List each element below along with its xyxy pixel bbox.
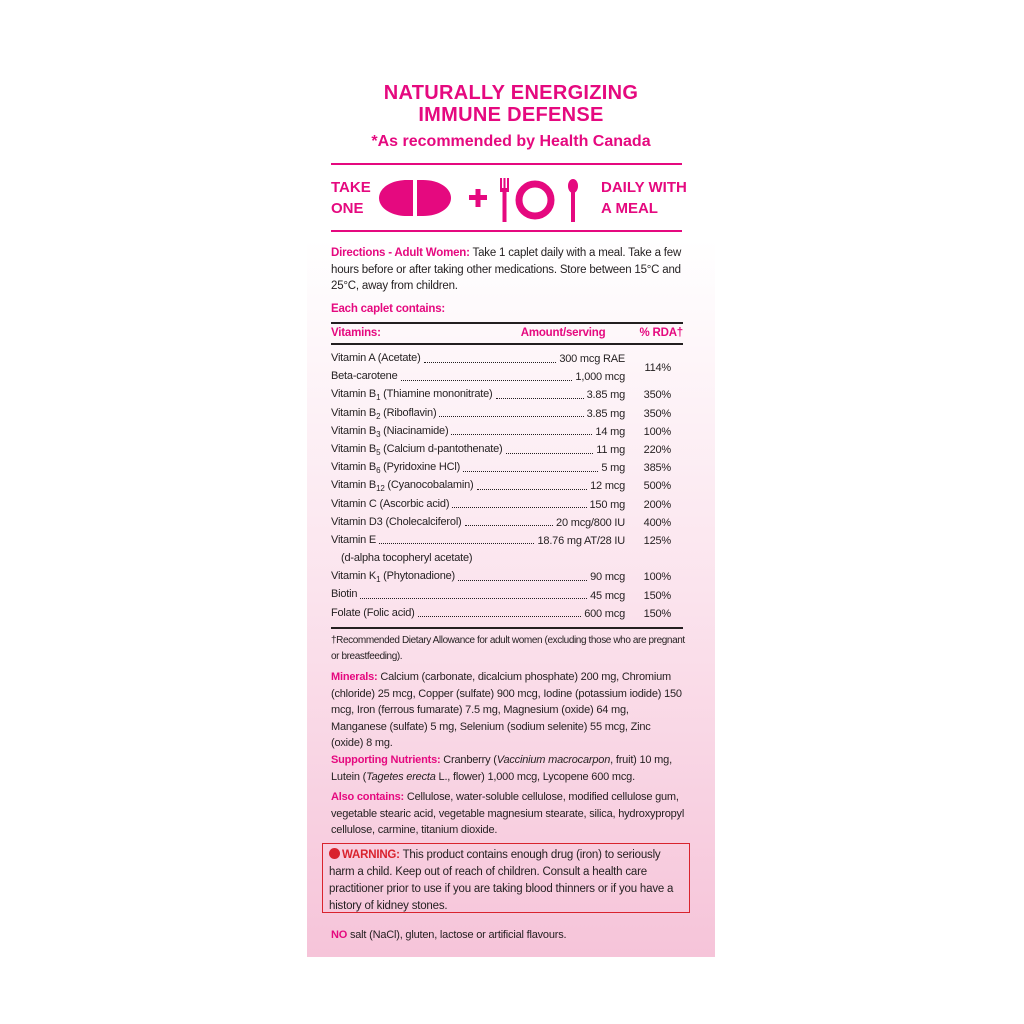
amount: 150 mg: [589, 498, 625, 511]
warning-dot-icon: [329, 848, 340, 859]
amount: 18.76 mg AT/28 IU: [537, 534, 625, 547]
amount: 600 mcg: [584, 607, 625, 620]
dot-leader: [506, 453, 594, 454]
table-row: [331, 586, 683, 604]
nutrient-name: Vitamin E: [331, 533, 377, 546]
table-row: [331, 459, 683, 477]
rda-percent: 200%: [643, 498, 671, 511]
rda-percent: 114%: [644, 362, 671, 375]
nutrient-name: Biotin: [331, 588, 358, 601]
dot-leader: [451, 434, 592, 435]
rda-percent: 400%: [643, 516, 671, 529]
dot-leader: [465, 525, 554, 526]
dot-leader: [439, 416, 583, 417]
amount: 300 mcg RAE: [559, 353, 625, 366]
rda-percent: 350%: [643, 389, 671, 402]
table-row: [331, 362, 683, 386]
label-title: NATURALLY ENERGIZING IMMUNE DEFENSE: [383, 82, 639, 126]
directions: Directions - Adult Women: Take 1 caplet daily with a meal. Take a few hours before or after taking other medications. Store between 15°C and 25°C, away from children.: [331, 247, 682, 292]
rda-percent: 350%: [643, 407, 671, 420]
nutrient-name: Vitamin $B_1$ (Thiamine mononitrate): [331, 388, 493, 403]
nutrient-name: Beta-carotene: [331, 370, 398, 383]
caplet-icon: [379, 180, 451, 216]
rda-percent: 220%: [643, 444, 671, 457]
vitamins-table: [331, 322, 683, 629]
amount: 12 mcg: [590, 480, 625, 493]
warning-box: WARNING: This product contains enough drug (iron) to seriously harm a child. Keep out of reach of children. Consult a health care practitioner prior to use if you are taking blood thinners or if you have a history of kidney stones.: [322, 843, 690, 913]
rda-percent: 100%: [643, 425, 671, 438]
spoon-icon: [568, 179, 578, 222]
nutrient-name: Folate (Folic acid): [331, 606, 415, 619]
nutrient-name: Vitamin $B_5$ (Calcium d-pantothenate): [331, 442, 503, 458]
dot-leader: [360, 598, 587, 599]
nutrient-name: Vitamin D3 (Cholecalciferol): [331, 515, 462, 528]
table-row: [331, 496, 683, 514]
plus-icon: [469, 189, 487, 207]
nutrient-name: Vitamin $B_{12}$ (Cyanocobalamin): [331, 479, 474, 494]
rda-percent: 150%: [643, 589, 671, 602]
dot-leader: [477, 489, 588, 490]
rda-footnote: †Recommended Dietary Allowance for adult women (excluding those who are pregnant or breastfeeding).: [331, 635, 685, 662]
minerals: Minerals: Calcium (carbonate, dicalcium phosphate) 200 mg, Chromium (chloride) 25 mcg, Copper (sulfate) 900 mcg, Iodine (potassium iodide) 150 mcg, Iron (ferrous fumarate) 7.5 mg, Magnesium (oxide) 64 mg, Manganese (sulfate) 5 mg, Selenium (sodium selenite) 55 mcg, Zinc (oxide) 8 mg.: [331, 671, 682, 749]
rda-percent: 150%: [643, 607, 671, 620]
table-row: [331, 568, 683, 586]
amount: 3.85 mg: [586, 389, 625, 402]
table-header: Vitamins: Amount/serving % RDA†: [331, 322, 683, 345]
label-subtitle: *As recommended by Health Canada: [371, 133, 651, 150]
nutrient-name: Vitamin C (Ascorbic acid): [331, 497, 450, 510]
amount: 3.85 mg: [586, 407, 625, 420]
dot-leader: [379, 543, 534, 544]
table-row: [331, 477, 683, 495]
table-row: [331, 550, 683, 568]
dot-leader: [458, 580, 587, 581]
also-contains: Also contains: Cellulose, water-soluble cellulose, modified cellulose gum, vegetable stearic acid, vegetable magnesium stearate, silica, hydroxypropyl cellulose, carmine, titanium dioxide.: [331, 791, 685, 836]
nutrient-name: Vitamin $B_3$ (Niacinamide): [331, 424, 449, 439]
table-row: [331, 423, 683, 441]
plate-icon: [519, 184, 551, 216]
amount: 11 mg: [596, 444, 625, 457]
nutrient-name: Vitamin $K_1$ (Phytonadione): [331, 570, 455, 585]
divider: [331, 163, 682, 165]
table-row: [331, 441, 683, 459]
dot-leader: [401, 380, 573, 381]
rda-percent: 500%: [643, 480, 671, 493]
amount: 14 mg: [595, 425, 625, 438]
dot-leader: [418, 616, 582, 617]
rda-percent: 125%: [643, 534, 671, 547]
product-label-panel: [307, 60, 715, 957]
amount: 20 mcg/800 IU: [556, 516, 625, 529]
divider: [331, 230, 682, 232]
rda-percent: 385%: [643, 462, 671, 475]
amount: 5 mg: [601, 462, 625, 475]
dosage-icons: [377, 178, 587, 224]
amount: 90 mcg: [590, 571, 625, 584]
dot-leader: [496, 398, 584, 399]
nutrient-name: Vitamin $B_6$ (Pyridoxine HCl): [331, 461, 461, 476]
table-row: [331, 405, 683, 423]
fork-icon: [500, 178, 509, 222]
daily-with-meal-text: DAILY WITH A MEAL: [601, 179, 687, 217]
table-row: [331, 605, 683, 623]
free-from-line: NO salt (NaCl), gluten, lactose or artificial flavours.: [331, 929, 567, 941]
each-caplet-heading: Each caplet contains:: [331, 303, 446, 315]
table-row: [331, 532, 683, 550]
amount: 1,000 mcg: [575, 371, 625, 384]
table-row: [331, 386, 683, 404]
take-one-text: TAKE ONE: [331, 179, 371, 217]
dot-leader: [424, 362, 557, 363]
supporting-nutrients: Supporting Nutrients: Cranberry (Vaccinium macrocarpon, fruit) 10 mg, Lutein (Tagetes erecta L., flower) 1,000 mcg, Lycopene 600 mcg.: [331, 754, 672, 783]
rda-percent: 100%: [643, 571, 671, 584]
table-row: [331, 514, 683, 532]
nutrient-name: Vitamin A (Acetate): [331, 352, 421, 364]
dot-leader: [463, 471, 598, 472]
dot-leader: [452, 507, 586, 508]
amount: 45 mcg: [590, 589, 625, 602]
nutrient-name: Vitamin $B_2$ (Riboflavin): [331, 406, 437, 421]
nutrient-name: (d-alpha tocopheryl acetate): [341, 552, 473, 565]
